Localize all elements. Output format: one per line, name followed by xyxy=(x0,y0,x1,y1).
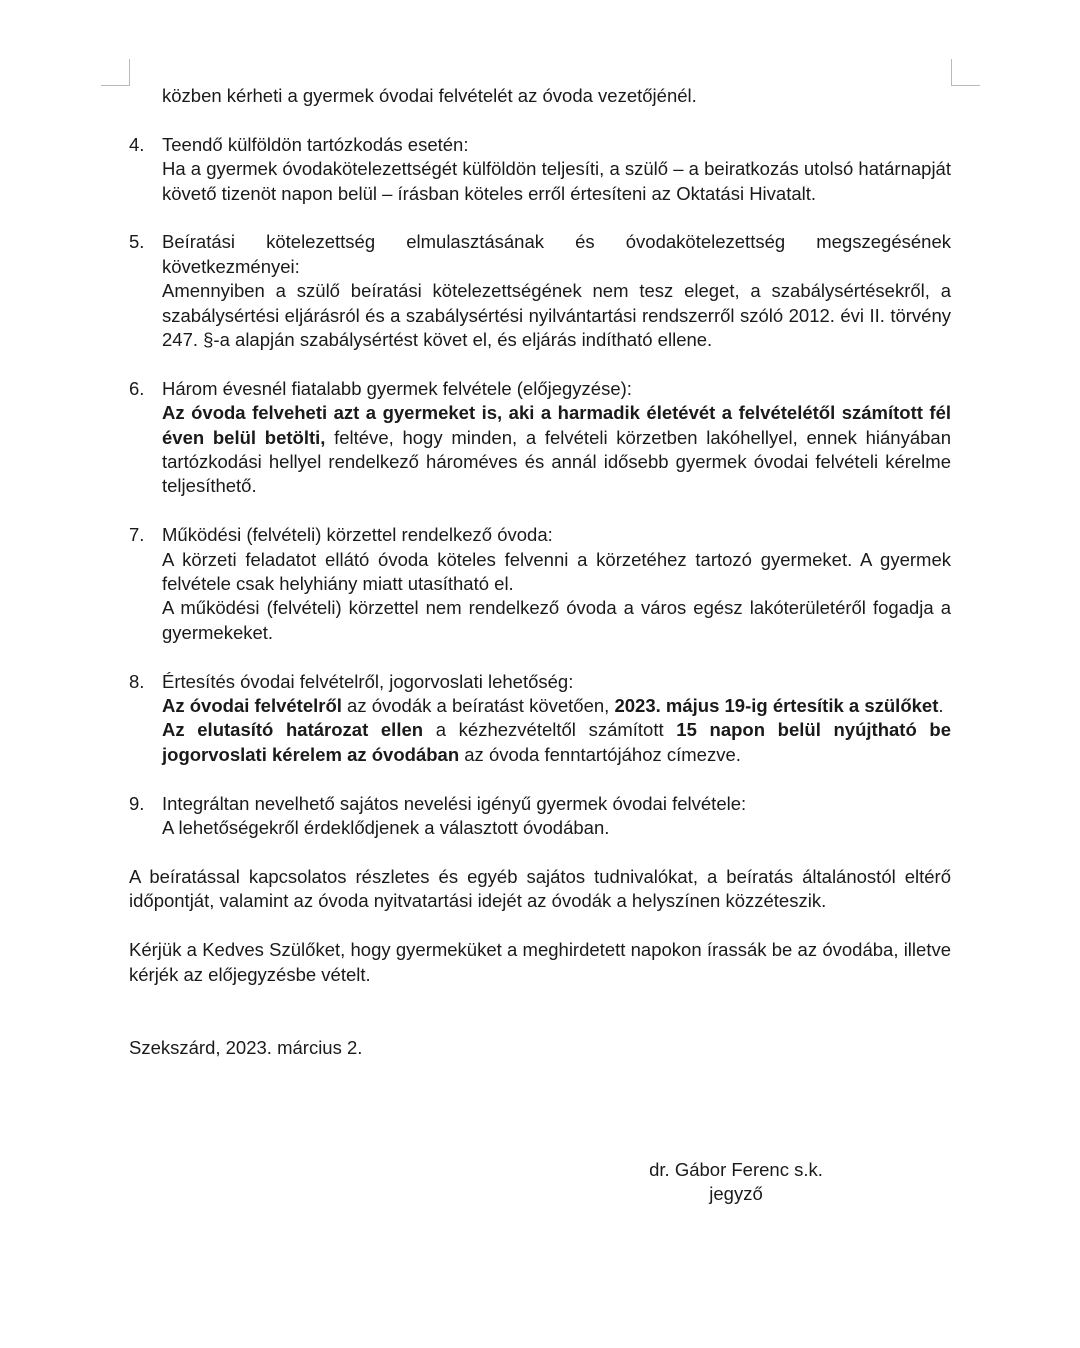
item-body-paragraph-2: A működési (felvételi) körzettel nem rendelkező óvoda a város egész lakóterületéről fogadja a gyermekeket. xyxy=(162,597,951,643)
item-heading: Három évesnél fiatalabb gyermek felvétele (előjegyzése): xyxy=(162,377,632,399)
list-item-4 xyxy=(129,133,951,206)
item-number: 6. xyxy=(129,377,145,399)
appeal-deadline: 15 napon belül nyújtható be jogorvoslati kérelem az óvodában xyxy=(162,719,951,765)
item-number: 4. xyxy=(129,133,145,155)
document-body xyxy=(129,84,951,1060)
notification-paragraph xyxy=(162,694,951,718)
list-item-6 xyxy=(129,377,951,499)
page-corner-mark-left xyxy=(101,59,130,86)
list-item-7 xyxy=(129,523,951,645)
closing-paragraph-2: Kérjük a Kedves Szülőket, hogy gyermeküket a meghirdetett napokon írassák be az óvodába, illetve kérjék az előjegyzésbe vételt. xyxy=(129,939,951,985)
item-body: Ha a gyermek óvodakötelezettségét külföldön teljesíti, a szülő – a beiratkozás utolsó határnapját követő tizenöt napon belül – írásban köteles erről értesíteni az Oktatási Hivatalt. xyxy=(162,158,951,204)
signatory-title: jegyző xyxy=(709,1183,763,1205)
item-number: 8. xyxy=(129,670,145,692)
item-heading: Integráltan nevelhető sajátos nevelési igényű gyermek óvodai felvétele: xyxy=(162,792,747,814)
item-heading: Működési (felvételi) körzettel rendelkező óvoda: xyxy=(162,524,553,546)
place-and-date: Szekszárd, 2023. március 2. xyxy=(129,1036,363,1058)
item-heading: Teendő külföldön tartózkodás esetén: xyxy=(162,133,469,155)
item-body-text: feltéve, hogy minden, a felvételi körzetben lakóhellyel, ennek hiányában tartózkodási hellyel rendelkező hároméves és annál idősebb gyermek óvodai felvételi kérelme teljesíthető. xyxy=(162,426,951,497)
appeal-end: az óvoda fenntartójához címezve. xyxy=(459,743,741,765)
appeal-text: a kézhezvételtől számított xyxy=(423,719,677,741)
item-heading: Beíratási kötelezettség elmulasztásának és óvodakötelezettség megszegésének következményei: xyxy=(162,231,951,277)
notification-end: . xyxy=(938,695,944,717)
signatory-name: dr. Gábor Ferenc s.k. xyxy=(649,1159,823,1180)
item-heading: Értesítés óvodai felvételről, jogorvoslati lehetőség: xyxy=(162,670,574,692)
item-number: 5. xyxy=(129,231,145,253)
appeal-paragraph xyxy=(162,718,951,767)
item-number: 9. xyxy=(129,792,145,814)
notification-emphasis-subject: Az óvodai felvételről xyxy=(162,695,342,717)
list-item-5 xyxy=(129,230,951,352)
list-item-9 xyxy=(129,792,951,841)
list-item-8 xyxy=(129,670,951,768)
item-body-emphasis: Az óvoda felveheti azt a gyermeket is, aki a harmadik életévét a felvételétől számított fél éven belül betölti, xyxy=(162,402,951,448)
item-body: A lehetőségekről érdeklődjenek a választott óvodában. xyxy=(162,817,610,839)
notification-text: az óvodák a beíratást követően, xyxy=(341,695,615,717)
item-number: 7. xyxy=(129,524,145,546)
closing-paragraph-1: A beíratással kapcsolatos részletes és egyéb sajátos tudnivalókat, a beíratás általánostól eltérő időpontját, valamint az óvoda nyitvatartási idejét az óvodák a helyszínen közzéteszik. xyxy=(129,865,951,912)
appeal-emphasis-subject: Az elutasító határozat ellen xyxy=(162,719,424,741)
item-body: Amennyiben a szülő beíratási kötelezettségének nem tesz eleget, a szabálysértésekről, a szabálysértési eljárásról és a szabálysértési nyilvántartási rendszerről szóló 2012. évi II. törvény 247. §-a alapján szabálysértést követ el, és eljárás indítható ellene. xyxy=(162,280,951,351)
signature-block xyxy=(642,1158,830,1207)
page-corner-mark-right xyxy=(951,59,980,86)
intro-line: közben kérheti a gyermek óvodai felvételét az óvoda vezetőjénél. xyxy=(162,85,697,106)
item-body xyxy=(162,401,951,499)
item-body-paragraph-1: A körzeti feladatot ellátó óvoda köteles felvenni a körzetéhez tartozó gyermeket. A gyermek felvétele csak helyhiány miatt utasítható el. xyxy=(162,548,951,595)
notification-deadline: 2023. május 19-ig értesítik a szülőket xyxy=(614,695,939,717)
